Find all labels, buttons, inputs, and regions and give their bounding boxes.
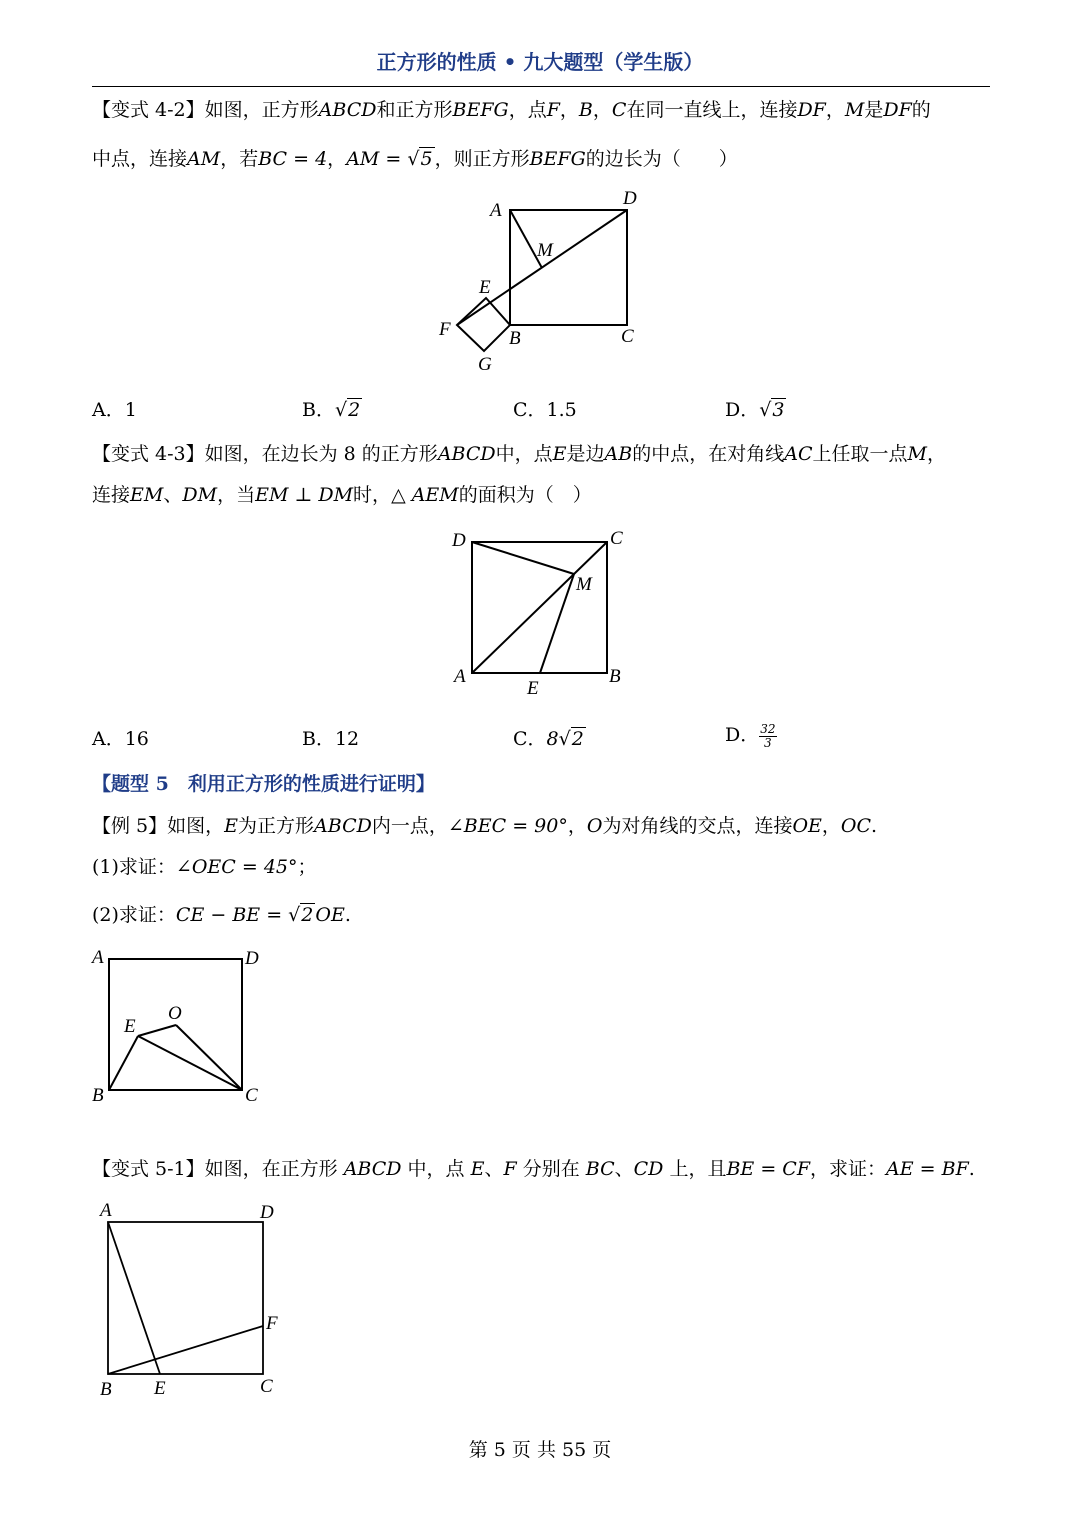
label-m: M bbox=[537, 240, 553, 261]
header-divider bbox=[92, 86, 990, 87]
example-5-question-1: (1)求证：∠OEC = 45°； bbox=[92, 856, 317, 878]
label-c: C bbox=[621, 326, 634, 347]
label-a: A bbox=[100, 1200, 112, 1221]
segment-dm bbox=[472, 542, 574, 574]
label-a: A bbox=[92, 947, 104, 968]
example-5-line-1: 【例 5】如图，E为正方形ABCD内一点，∠BEC = 90°，O为对角线的交点，连接OE，OC. bbox=[92, 815, 878, 837]
label-f: F bbox=[266, 1313, 278, 1334]
section-5-title: 【题型 5 利用正方形的性质进行证明】 bbox=[92, 773, 435, 795]
label-b: B bbox=[92, 1085, 104, 1106]
option-a[interactable]: A．16 bbox=[92, 728, 149, 750]
label-f: F bbox=[439, 319, 451, 340]
label-e: E bbox=[124, 1016, 136, 1037]
segment-ae bbox=[108, 1222, 160, 1374]
problem-tag: 【变式 4-3】 bbox=[92, 443, 205, 465]
label-m: M bbox=[576, 574, 592, 595]
figure-4-2 bbox=[420, 180, 660, 380]
problem-4-3-line-1: 【变式 4-3】如图，在边长为 8 的正方形ABCD中，点E是边AB的中点，在对角线AC上任取一点M， bbox=[92, 443, 946, 465]
problem-4-3-line-2: 连接EM、DM，当EM ⊥ DM时，△ AEM的面积为（ ） bbox=[92, 484, 592, 506]
problem-4-2-line-1: 【变式 4-2】如图，正方形ABCD和正方形BEFG，点F，B，C在同一直线上，连接DF，M是DF的 bbox=[92, 99, 931, 121]
page-header-title: 正方形的性质 • 九大题型（学生版） bbox=[376, 50, 704, 74]
problem-tag: 【变式 4-2】 bbox=[92, 99, 205, 121]
segment-ec bbox=[138, 1036, 242, 1090]
label-c: C bbox=[610, 528, 623, 549]
square-abcd bbox=[510, 210, 627, 325]
label-e: E bbox=[479, 277, 491, 298]
option-b[interactable]: B．12 bbox=[302, 728, 360, 750]
problem-5-1-line-1: 【变式 5-1】如图，在正方形 ABCD 中，点 E、F 分别在 BC、CD 上，且BE = CF，求证：AE = BF. bbox=[92, 1158, 975, 1180]
problem-4-2-line-2: 中点，连接AM，若BC = 4，AM = √5 ，则正方形BEFG的边长为（ ） bbox=[92, 148, 738, 170]
label-d: D bbox=[623, 188, 637, 209]
label-d: D bbox=[245, 948, 259, 969]
label-d: D bbox=[452, 530, 466, 551]
sqrt-symbol: √2 bbox=[334, 399, 361, 421]
segment-em bbox=[540, 574, 574, 673]
label-e: E bbox=[154, 1378, 166, 1399]
label-b: B bbox=[100, 1379, 112, 1400]
label-b: B bbox=[509, 328, 521, 349]
sqrt-symbol: √5 bbox=[407, 148, 433, 170]
segment-oc bbox=[176, 1025, 242, 1090]
fraction: $\frac{32}{3}$ bbox=[760, 721, 776, 750]
figure-example-5 bbox=[88, 940, 278, 1110]
figure-5-1 bbox=[90, 1195, 290, 1405]
option-d[interactable]: D．√3 bbox=[725, 399, 785, 421]
square-abcd bbox=[108, 1222, 263, 1374]
sqrt-symbol: √3 bbox=[759, 399, 785, 421]
segment-be bbox=[109, 1036, 138, 1090]
label-d: D bbox=[260, 1202, 274, 1223]
figure-4-3 bbox=[440, 520, 640, 700]
label-a: A bbox=[454, 666, 466, 687]
option-c[interactable]: C．8√2 bbox=[513, 728, 584, 750]
label-a: A bbox=[490, 200, 502, 221]
problem-tag: 【例 5】 bbox=[92, 815, 168, 837]
option-a[interactable]: A．1 bbox=[92, 399, 137, 421]
sqrt-symbol: √2 bbox=[558, 728, 584, 750]
label-g: G bbox=[478, 354, 492, 375]
label-c: C bbox=[260, 1376, 273, 1397]
label-c: C bbox=[245, 1085, 258, 1106]
option-b[interactable]: B．√2 bbox=[302, 399, 361, 421]
segment-eo bbox=[138, 1025, 176, 1036]
sqrt-symbol: √2 bbox=[288, 904, 314, 926]
option-d[interactable]: D． $\frac{32}{3}$ bbox=[725, 721, 776, 750]
page-number: 第 5 页 共 55 页 bbox=[468, 1439, 612, 1461]
label-b: B bbox=[609, 666, 621, 687]
label-o: O bbox=[168, 1003, 182, 1024]
example-5-question-2: (2)求证：CE − BE = √2 OE. bbox=[92, 904, 351, 926]
segment-bf bbox=[108, 1326, 263, 1374]
label-e: E bbox=[527, 678, 539, 699]
option-c[interactable]: C．1.5 bbox=[513, 399, 577, 421]
diagonal-ac bbox=[472, 542, 607, 673]
problem-tag: 【变式 5-1】 bbox=[92, 1158, 205, 1180]
